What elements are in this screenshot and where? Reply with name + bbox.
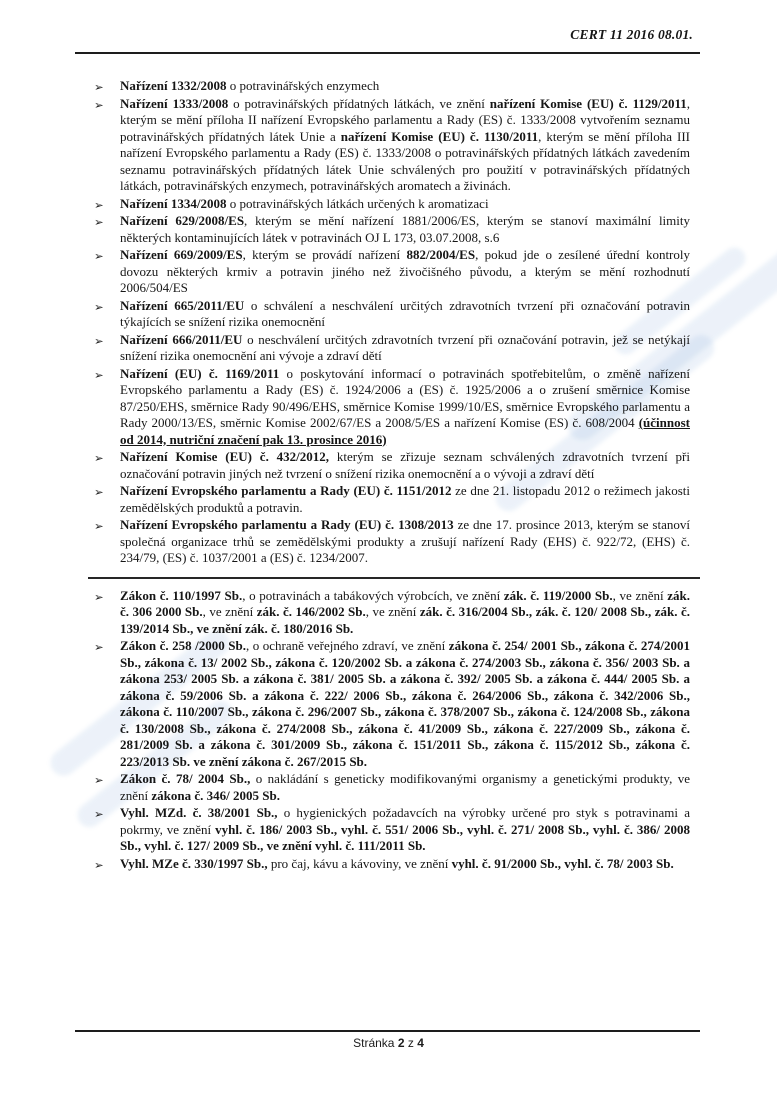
arrow-bullet-icon: ➢ bbox=[94, 333, 104, 348]
arrow-bullet-icon: ➢ bbox=[94, 807, 104, 821]
law-item-text: Zákon č. 78/ 2004 Sb., o nakládání s geneticky modifikovanými organismy a genetickými produkty, ve znění zákona č. 346/ 2005 Sb. bbox=[120, 771, 690, 803]
regulation-item bbox=[94, 517, 690, 567]
regulation-item bbox=[94, 449, 690, 482]
page-number-prefix: Stránka bbox=[353, 1036, 398, 1050]
law-item-text: Zákon č. 258 /2000 Sb., o ochraně veřejného zdraví, ve znění zákona č. 254/ 2001 Sb., zákona č. 274/2001 Sb., zákona č. 13/ 2002 Sb., zákona č. 120/2002 Sb. a zákona č. 274/2003 Sb., zákona č. 356/ 2003 Sb. a zákona 253/ 2005 Sb. a zákona č. 381/ 2005 Sb. a zákona č. 392/ 2005 Sb. a zákona č. 444/ 2005 Sb. a zákona č. 59/2006 Sb. a zákona č. 222/ 2006 Sb., zákona č. 264/2006 Sb., zákona č. 342/2006 Sb., zákona č. 110/2007 Sb., zákona č. 296/2007 Sb., zákona č. 378/2007 Sb., zákona č. 124/2008 Sb., zákona č. 130/2008 Sb., zákona č. 274/2008 Sb., zákona č. 41/2009 Sb., zákona č. 227/2009 Sb., zákona č. 281/2009 Sb. a zákona č. 301/2009 Sb., zákona č. 151/2011 Sb., zákona č. 115/2012 Sb., zákona č. 223/2013 Sb. ve znění zákona č. 267/2015 Sb. bbox=[120, 638, 690, 769]
regulation-item-text: Nařízení 1333/2008 o potravinářských přídatných látkách, ve znění nařízení Komise (EU) č. 1129/2011, kterým se mění příloha II nařízení Evropského parlamentu a Rady (ES) č. 1333/2008 vytvořením seznamu potravinářských přídatných látek Unie a nařízení Komise (EU) č. 1130/2011, kterým se mění příloha III nařízení Evropského parlamentu a Rady (ES) č. 1333/2008 o potravinářských přídatných látkách zavedením seznamu potravinářských přídatných látek Unie schválených pro použití v potravinářských přídatných látkách, potravinářských enzymech, potravinářských aromatech a živinách. bbox=[120, 95, 690, 193]
arrow-bullet-icon: ➢ bbox=[94, 215, 104, 229]
arrow-bullet-icon: ➢ bbox=[94, 197, 104, 212]
law-item-text: Vyhl. MZd. č. 38/2001 Sb., o hygienických požadavcích na výrobky určené pro styk s potravinami a pokrmy, ve znění vyhl. č. 186/ 2003 Sb., vyhl. č. 551/ 2006 Sb., vyhl. č. 271/ 2008 Sb., vyhl. č. 386/ 2008 Sb., vyhl. č. 127/ 2009 Sb., ve znění vyhl. č. 111/2011 Sb. bbox=[120, 805, 690, 853]
regulation-item bbox=[94, 247, 690, 297]
law-item bbox=[94, 638, 690, 770]
arrow-bullet-icon: ➢ bbox=[94, 249, 104, 263]
arrow-bullet-icon: ➢ bbox=[94, 773, 104, 787]
footer-rule bbox=[75, 1030, 700, 1032]
regulation-item bbox=[94, 78, 690, 95]
regulation-item bbox=[94, 95, 690, 195]
regulation-item-text: Nařízení (EU) č. 1169/2011 o poskytování informací o potravinách spotřebitelům, o změně nařízení Evropského parlamentu a Rady (ES) č. 1924/2006 a (ES) č. 1925/2006 a o zrušení směrnice Komise 87/250/EHS, směrnice Rady 90/496/EHS, směrnice Komise 1999/10/ES, směrnice Evropského parlamentu a Rady 2000/13/ES, směrnic Komise 2002/67/ES a 2008/5/ES a nařízení Komise (ES) č. 608/2004 (účinnost od 2014, nutriční značení pak 13. prosince 2016) bbox=[120, 365, 690, 447]
arrow-bullet-icon: ➢ bbox=[94, 640, 104, 654]
law-item-text: Zákon č. 110/1997 Sb., o potravinách a tabákových výrobcích, ve znění zák. č. 119/2000 Sb., ve znění zák. č. 306 2000 Sb., ve znění zák. č. 146/2002 Sb., ve znění zák. č. 316/2004 Sb., zák. č. 120/ 2008 Sb., zák. č. 139/2014 Sb., ve znění zák. č. 180/2016 Sb. bbox=[120, 587, 691, 636]
arrow-bullet-icon: ➢ bbox=[94, 80, 104, 94]
regulation-item-text: Nařízení Evropského parlamentu a Rady (EU) č. 1308/2013 ze dne 17. prosince 2013, kterým se stanoví společná organizace trhů se zemědělskými produkty a zrušují nařízení Rady (EHS) č. 922/72, (EHS) č. 234/79, (ES) č. 1037/2001 a (ES) č. 1234/2007. bbox=[120, 517, 690, 565]
arrow-bullet-icon: ➢ bbox=[94, 451, 104, 465]
arrow-bullet-icon: ➢ bbox=[94, 97, 104, 112]
arrow-bullet-icon: ➢ bbox=[94, 857, 104, 872]
arrow-bullet-icon: ➢ bbox=[94, 485, 104, 499]
regulations-list bbox=[94, 78, 691, 567]
law-item bbox=[94, 855, 690, 873]
page-number-total: 4 bbox=[417, 1036, 424, 1050]
arrow-bullet-icon: ➢ bbox=[94, 589, 104, 604]
header-reference: CERT 11 2016 08.01. bbox=[570, 27, 693, 42]
regulation-item-text: Nařízení 1332/2008 o potravinářských enzymech bbox=[120, 78, 380, 93]
regulation-item-text: Nařízení 666/2011/EU o neschválení určitých zdravotních tvrzení při označování potravin, jež se netýkají snížení rizika onemocnění ani vývoje a zdraví dětí bbox=[120, 331, 691, 363]
regulation-item-text: Nařízení Evropského parlamentu a Rady (EU) č. 1151/2012 ze dne 21. listopadu 2012 o režimech jakosti zemědělských produktů a potravin. bbox=[120, 483, 690, 515]
arrow-bullet-icon: ➢ bbox=[94, 519, 104, 533]
laws-list bbox=[94, 587, 691, 873]
header-rule bbox=[75, 52, 700, 54]
regulation-item bbox=[94, 483, 690, 516]
page-number-mid: z bbox=[404, 1036, 418, 1050]
arrow-bullet-icon: ➢ bbox=[94, 299, 104, 314]
regulation-item-text: Nařízení 1334/2008 o potravinářských látkách určených k aromatizaci bbox=[120, 195, 489, 211]
law-item bbox=[94, 587, 691, 638]
regulation-item bbox=[94, 195, 690, 213]
arrow-bullet-icon: ➢ bbox=[94, 367, 104, 382]
law-item-text: Vyhl. MZe č. 330/1997 Sb., pro čaj, kávu a kávoviny, ve znění vyhl. č. 91/2000 Sb., vyhl. č. 78/ 2003 Sb. bbox=[120, 855, 674, 871]
regulation-item bbox=[94, 365, 690, 449]
law-item bbox=[94, 771, 690, 804]
law-item bbox=[94, 805, 690, 855]
regulation-item-text: Nařízení 629/2008/ES, kterým se mění nařízení 1881/2006/ES, kterým se stanoví maximální limity některých kontaminujících látek v potravinách OJ L 173, 03.07.2008, s.6 bbox=[120, 213, 690, 245]
regulation-item bbox=[94, 213, 690, 246]
regulation-item-text: Nařízení 665/2011/EU o schválení a neschválení určitých zdravotních tvrzení při označování potravin týkajících se snížení rizika onemocnění bbox=[120, 297, 690, 329]
regulation-item bbox=[94, 331, 691, 365]
page-number bbox=[0, 1036, 777, 1050]
page-number-current: 2 bbox=[397, 1036, 405, 1050]
document-body bbox=[94, 78, 691, 873]
regulation-item-text: Nařízení 669/2009/ES, kterým se provádí nařízení 882/2004/ES, pokud jde o zesílené úřední kontroly dovozu některých krmiv a potravin jiného než živočišného původu, a kterým se mění rozhodnutí 2006/504/ES bbox=[120, 247, 690, 295]
regulation-item-text: Nařízení Komise (EU) č. 432/2012, kterým se zřizuje seznam schválených zdravotních tvrzení při označování potravin jiných než tvrzení o snížení rizika onemocnění a o vývoji a zdraví dětí bbox=[120, 449, 690, 481]
section-divider bbox=[88, 577, 700, 579]
regulation-item bbox=[94, 297, 690, 331]
